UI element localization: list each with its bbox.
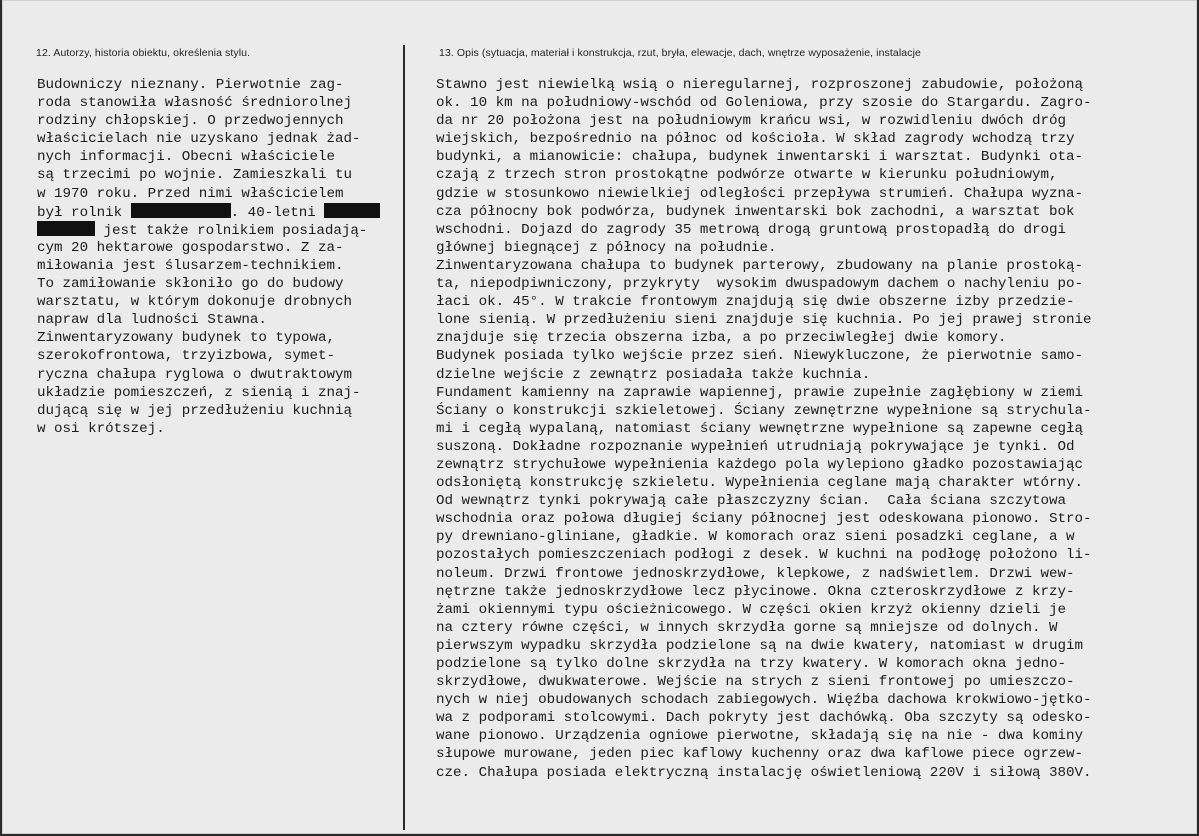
text-line: To zamiłowanie skłoniło go do budowy xyxy=(37,276,344,293)
text-line: znajduje się trzecia obszerna izba, a po przeciwległej dwie komory. xyxy=(436,330,1007,347)
text-line: Budowniczy nieznany. Pierwotnie zag- xyxy=(37,77,344,93)
text-line: miłowania jest ślusarzem-technikiem. xyxy=(37,257,344,274)
redaction-bar xyxy=(131,203,231,218)
redaction-bar xyxy=(324,203,380,218)
text-line xyxy=(37,203,402,221)
text-line: dzielne wejście z zewnątrz posiadała także kuchnia. xyxy=(436,366,871,383)
text-line: nętrzne także jednoskrzydłowe lecz płycinowe. Okna czteroskrzydłowe z krzy- xyxy=(436,583,1075,600)
text-line: mi i cegłą wypalaną, natomiast ściany wewnętrzne wypełnione są zapewne cegłą xyxy=(436,420,1084,437)
text-line: skrzydłowe, dwukwaterowe. Wejście na strych z sieni frontowej po umieszczo- xyxy=(436,674,1075,691)
text-line: warsztatu, w którym dokonuje drobnych xyxy=(37,294,353,311)
text-line: wiejskich, bezpośrednio na północ od kościoła. W skład zagrody wchodzą trzy xyxy=(436,131,1075,148)
text-line: właścicielach nie uzyskano jednak żad- xyxy=(37,131,361,148)
text-line: wa z podporami stolcowymi. Dach pokryty jest dachówką. Oba szczyty są odesko- xyxy=(436,710,1092,727)
text-line: głównej biegnącej z północy na południe. xyxy=(436,239,777,256)
text-line: Zinwentaryzowany budynek to typowa, xyxy=(37,330,335,347)
text-line: noleum. Drzwi frontowe jednoskrzydłowe, klepkowe, z nadświetlem. Drzwi wew- xyxy=(436,565,1075,582)
text-line: są trzecimi po wojnie. Zamieszkali tu xyxy=(37,167,353,184)
text-line: ta, niepodpiwniczony, przykryty wysokim dwuspadowym dachem o nachyleniu po- xyxy=(436,276,1084,293)
text-line: Od wewnątrz tynki pokrywają całe płaszczyzny ścian. Cała ściana szczytowa xyxy=(436,493,1067,510)
text-line: Stawno jest niewielką wsią o nieregularnej, rozproszonej zabudowie, położoną xyxy=(436,77,1084,93)
text-line: Budynek posiada tylko wejście przez sień. Niewykluczone, że pierwotnie samo- xyxy=(436,348,1084,365)
text-line: szerokofrontowa, trzyizbowa, symet- xyxy=(37,348,335,365)
text-line: zewnątrz strychułowe wypełnienia każdego pola wylepiono gładko pozostawiając xyxy=(436,456,1084,473)
text-line: rodziny chłopskiej. O przedwojennych xyxy=(37,113,344,130)
text-line: żami okiennymi typu ościeżnicowego. W części okien krzyż okienny dzieli je xyxy=(436,601,1067,618)
text-line: wane pionowo. Urządzenia ogniowe pierwotne, składają się na nie - dwa kominy xyxy=(436,728,1084,745)
text-line: Fundament kamienny na zaprawie wapiennej, prawie zupełnie zagłębiony w ziemi xyxy=(436,384,1084,401)
text-line: odsłoniętą konstrukcję szkieletu. Wypełnienia ceglane mają charakter wtórny. xyxy=(436,475,1084,492)
text-line: podzielone są tylko dolne skrzydła na trzy kwatery. W komorach okna jedno- xyxy=(436,656,1067,672)
right-column-text xyxy=(436,76,1196,782)
right-section-header: 13. Opis (sytuacja, materiał i konstrukcja, rzut, bryła, elewacje, dach, wnętrze wyposażenie, instalacje xyxy=(439,47,921,59)
text-fragment: jest także rolnikiem posiadają- xyxy=(95,222,368,239)
text-line: budynki, a mianowicie: chałupa, budynek inwentarski i warsztat. Budynki ota- xyxy=(436,149,1084,166)
text-line xyxy=(37,221,402,239)
text-line: pozostałych pomieszczeniach podłogi z desek. W kuchni na podłogę położono li- xyxy=(436,547,1092,564)
text-line: układzie pomieszczeń, z sienią i znaj- xyxy=(37,384,361,401)
text-line: cze. Chałupa posiada elektryczną instalację oświetleniową 220V i siłową 380V. xyxy=(436,764,1092,781)
text-line: nych informacji. Obecni właściciele xyxy=(37,149,335,166)
text-line: wschodni. Dojazd do zagrody 35 metrową drogą gruntową prostopadłą do drogi xyxy=(436,221,1067,238)
text-line: Zinwentaryzowana chałupa to budynek parterowy, zbudowany na planie prostoką- xyxy=(436,257,1084,274)
text-line: suszoną. Dokładne rozpoznanie wypełnień utrudniają pokrywające je tynki. Od xyxy=(436,438,1075,455)
text-line: nych w niej obudowanych schodach zabiegowych. Więźba dachowa krokwiowo-jętko- xyxy=(436,692,1092,709)
left-column-text xyxy=(37,76,402,438)
document-sheet xyxy=(2,0,1197,834)
text-line: roda stanowiła własność średniorolnej xyxy=(37,95,353,112)
text-line: lone sienią. W przedłużeniu sieni znajduje się kuchnia. Po jej prawej stronie xyxy=(436,312,1092,329)
text-line: słupowe murowane, jeden piec kaflowy kuchenny oraz dwa kaflowe piece ogrzew- xyxy=(436,746,1084,763)
text-line: ryczna chałupa ryglowa o dwutraktowym xyxy=(37,366,353,383)
text-line: dującą się w jej przedłużeniu kuchnią xyxy=(37,402,353,419)
text-line: ok. 10 km na południowy-wschód od Goleniowa, przy szosie do Stargardu. Zagro- xyxy=(436,95,1092,112)
text-line: łaci ok. 45°. W trakcie frontowym znajdują się dwie obszerne izby przedzie- xyxy=(436,294,1075,311)
text-line: gdzie w stosunkowo niewielkiej odległości przepływa strumień. Chałupa wyzna- xyxy=(436,185,1084,202)
text-line: napraw dla ludności Stawna. xyxy=(37,312,267,329)
text-fragment: . 40-letni xyxy=(230,204,325,221)
text-line: w 1970 roku. Przed nimi właścicielem xyxy=(37,185,344,202)
column-divider xyxy=(403,45,405,830)
text-line: czają z trzech stron prostokątne podwórze otwarte w kierunku południowym, xyxy=(436,167,1058,184)
text-line: wschodnia oraz połowa długiej ściany północnej jest odeskowana pionowo. Stro- xyxy=(436,511,1092,528)
redaction-bar xyxy=(37,221,95,236)
text-fragment: był rolnik xyxy=(37,204,131,221)
text-line: cym 20 hektarowe gospodarstwo. Z za- xyxy=(37,239,344,256)
text-line: w osi krótszej. xyxy=(37,420,165,437)
text-line: py drewniano-gliniane, gładkie. W komorach oraz sieni posadzki ceglane, a w xyxy=(436,529,1075,546)
text-line: pierwszym wypadku skrzydła podzielone są na dwie kwatery, natomiast w drugim xyxy=(436,637,1084,654)
text-line: da nr 20 położona jest na południowym krańcu wsi, w rozwidleniu dwóch dróg xyxy=(436,113,1067,130)
left-section-header: 12. Autorzy, historia obiektu, określenia stylu. xyxy=(36,47,251,59)
text-line: na cztery równe części, w innych skrzydła gorne są mniejsze od dolnych. W xyxy=(436,619,1058,636)
text-line: Ściany o konstrukcji szkieletowej. Ściany zewnętrzne wypełnione są strychula- xyxy=(436,402,1092,419)
text-line: cza północny bok podwórza, budynek inwentarski bok zachodni, a warsztat bok xyxy=(436,203,1075,220)
